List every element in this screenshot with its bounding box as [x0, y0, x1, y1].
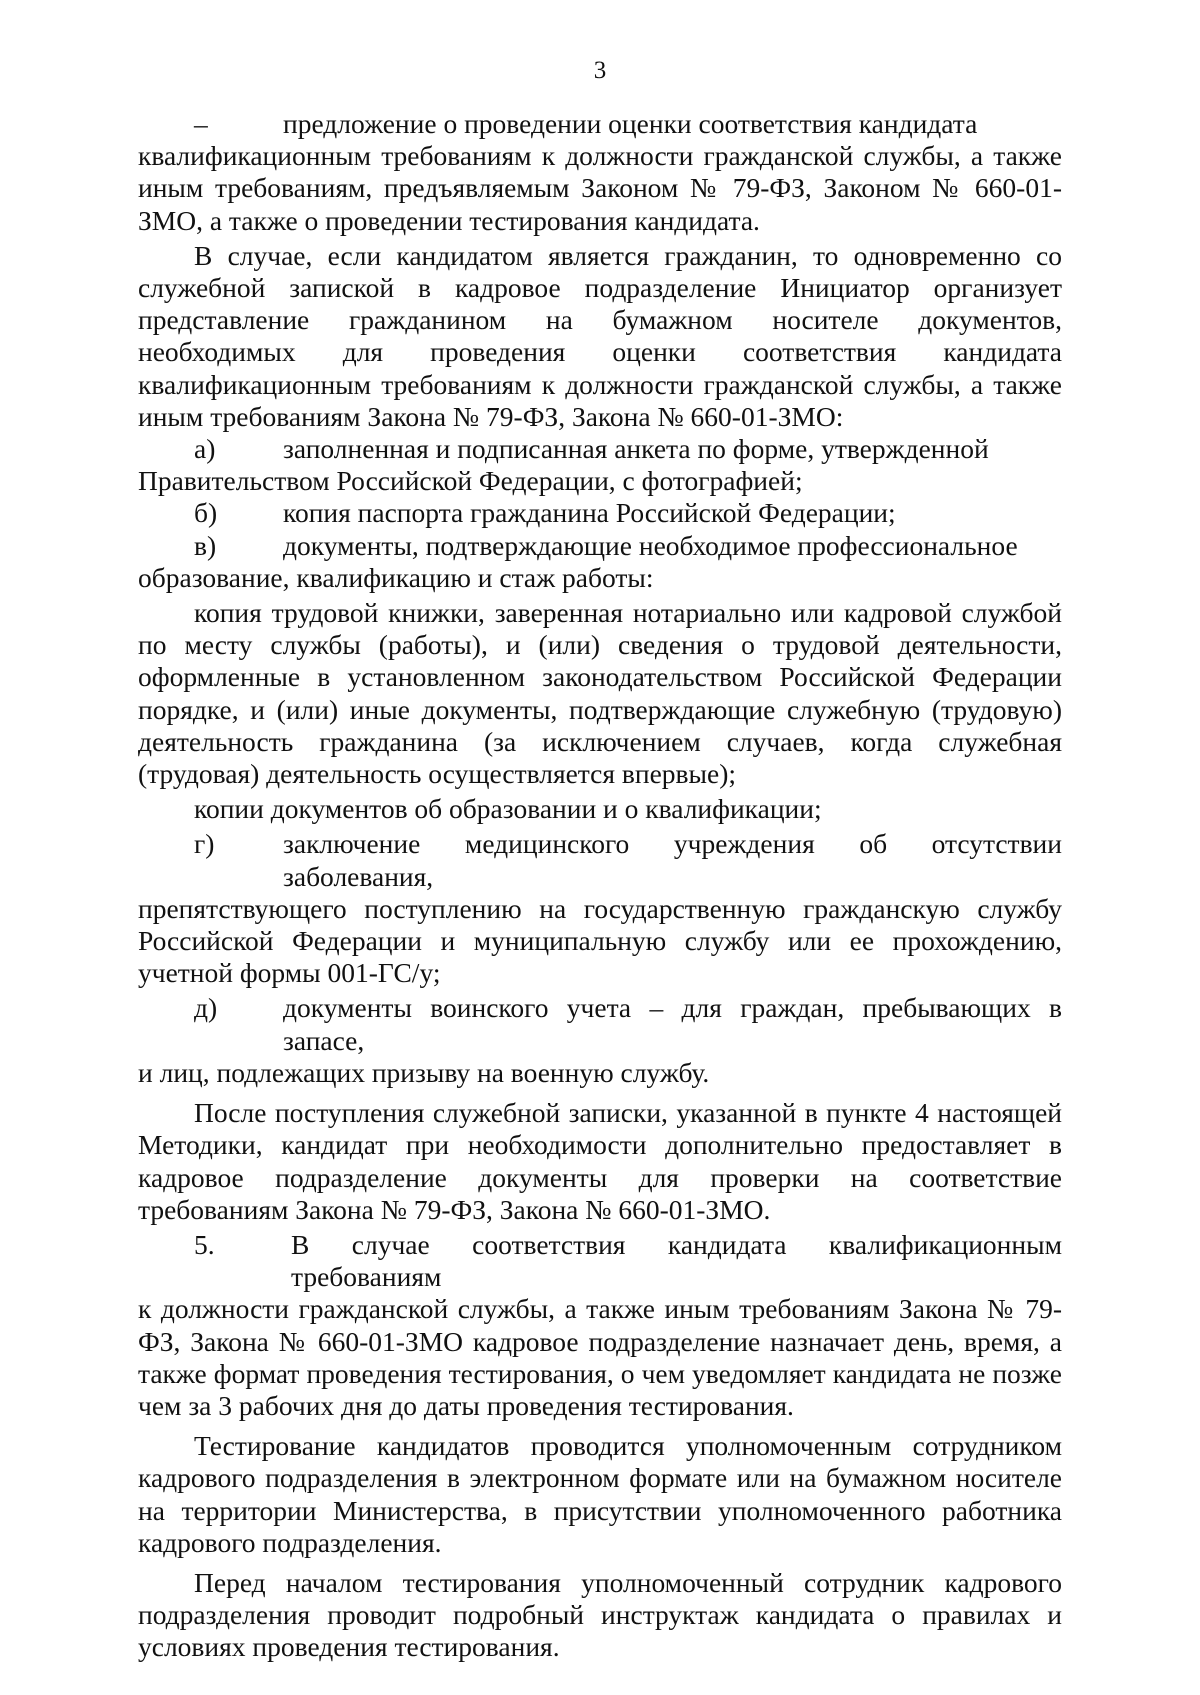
page-number: 3	[593, 57, 607, 84]
list-item-d-continuation: и лиц, подлежащих призыву на военную службу.	[138, 1056, 710, 1088]
dash-item-first-line: предложение о проведении оценки соответствия кандидата	[283, 108, 978, 139]
list-item-g-first-line: заключение медицинского учреждения об отсутствии заболевания,	[283, 828, 1062, 892]
list-item-g-continuation: препятствующего поступлению на государственную гражданскую службу Российской Федерации и муниципальную службу или ее прохождению, учетной формы 001-ГС/у;	[138, 892, 1062, 989]
list-item-v-first-line: документы, подтверждающие необходимое профессиональное	[283, 529, 1018, 561]
list-item-a-first-line: заполненная и подписанная анкета по форме, утвержденной	[283, 433, 989, 465]
list-item-d-first-line: документы воинского учета – для граждан, пребывающих в запасе,	[283, 992, 1062, 1056]
paragraph-citizen: В случае, если кандидатом является гражданин, то одновременно со служебной запиской в кадровое подразделение Инициатор организует представление гражданином на бумажном носителе документов, необходимых для проведения оценки соответствия кандидата квалификационным требованиям к должности гражданской службы, а также иным требованиям Закона № 79-ФЗ, Закона № 660-01-ЗМО:	[138, 239, 1062, 432]
list-marker-d: д)	[194, 992, 218, 1024]
numbered-item-5-continuation: к должности гражданской службы, а также иным требованиям Закона № 79-ФЗ, Закона № 660-01-ЗМО кадровое подразделение назначает день, время, а также формат проведения тестирования, о чем уведомляет кандидата не позже чем за 3 рабочих дня до даты проведения тестирования.	[138, 1293, 1062, 1421]
list-item-v	[138, 530, 1062, 562]
dash-item	[138, 108, 1062, 140]
list-item-v-continuation: образование, квалификацию и стаж работы:	[138, 561, 654, 593]
numbered-item-5-first-line: В случае соответствия кандидата квалификационным требованиям	[291, 1228, 1062, 1293]
list-marker-b: б)	[194, 497, 218, 529]
numbered-marker-5: 5.	[194, 1228, 215, 1260]
list-item-b-text: копия паспорта гражданина Российской Федерации;	[283, 497, 896, 529]
paragraph-workbook: копия трудовой книжки, заверенная нотариально или кадровой службой по месту службы (работы), и (или) сведения о трудовой деятельности, оформленные в установленном законодательством Российской Федерации порядке, и (или) иные документы, подтверждающие служебную (трудовую) деятельность гражданина (за исключением случаев, когда служебная (трудовая) деятельность осуществляется впервые);	[138, 597, 1062, 790]
list-item-a-continuation: Правительством Российской Федерации, с фотографией;	[138, 465, 803, 497]
dash-marker: –	[194, 108, 208, 139]
list-item-a	[138, 433, 1062, 465]
list-item-g	[138, 828, 1062, 892]
paragraph-education: копии документов об образовании и о квалификации;	[194, 793, 822, 825]
list-marker-a: а)	[194, 433, 216, 465]
paragraph-after-memo: После поступления служебной записки, указанной в пункте 4 настоящей Методики, кандидат при необходимости дополнительно предоставляет в кадровое подразделение документы для проверки на соответствие требованиям Закона № 79-ФЗ, Закона № 660-01-ЗМО.	[138, 1097, 1062, 1225]
list-item-b	[138, 497, 1062, 529]
document-body	[138, 108, 1062, 1664]
list-item-d	[138, 992, 1062, 1056]
paragraph-testing: Тестирование кандидатов проводится уполномоченным сотрудником кадрового подразделения в электронном формате или на бумажном носителе на территории Министерства, в присутствии уполномоченного работника кадрового подразделения.	[138, 1430, 1062, 1558]
list-marker-v: в)	[194, 529, 217, 561]
paragraph-briefing: Перед началом тестирования уполномоченный сотрудник кадрового подразделения проводит подробный инструктаж кандидата о правилах и условиях проведения тестирования.	[138, 1566, 1062, 1663]
numbered-item-5	[138, 1229, 1062, 1293]
list-marker-g: г)	[194, 828, 215, 860]
dash-item-continuation: квалификационным требованиям к должности гражданской службы, а также иным требованиям, предъявляемым Законом № 79-ФЗ, Законом № 660-01-ЗМО, а также о проведении тестирования кандидата.	[138, 140, 1062, 236]
